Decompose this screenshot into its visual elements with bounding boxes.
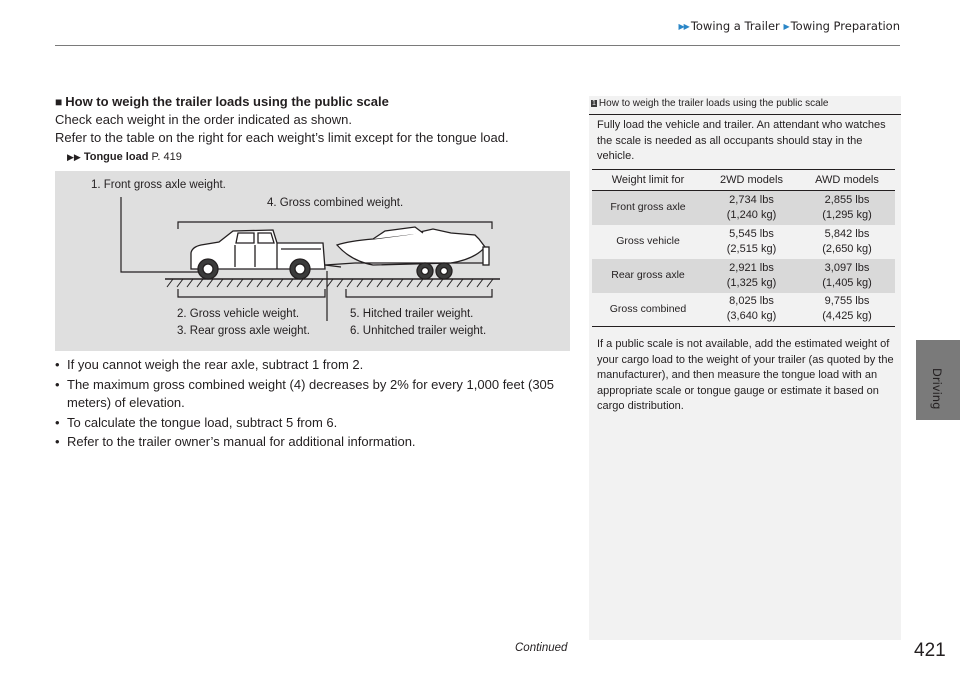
sidebar-title-text: How to weigh the trailer loads using the public scale (598, 98, 829, 109)
column-header: Weight limit for (592, 170, 704, 191)
continued-label: Continued (515, 642, 568, 654)
reference-arrow-icon: ▶▶ (67, 152, 81, 162)
label-hitched-trailer: 5. Hitched trailer weight. (350, 308, 474, 320)
main-content (55, 93, 575, 163)
table-cell: 2,855 lbs (1,295 kg) (799, 191, 895, 225)
label-unhitched-trailer: 6. Unhitched trailer weight. (350, 325, 487, 337)
section-heading-text: How to weigh the trailer loads using the public scale (65, 94, 389, 109)
sidebar-title (589, 96, 901, 115)
weight-limit-table (592, 169, 895, 327)
chapter-label: Driving (930, 368, 944, 410)
table-cell: 9,755 lbs (4,425 kg) (799, 293, 895, 327)
row-label: Front gross axle (592, 191, 704, 225)
note-icon: 1 (592, 100, 596, 107)
label-front-gross-axle: 1. Front gross axle weight. (91, 179, 226, 191)
bullet-list (55, 356, 575, 453)
label-gross-combined: 4. Gross combined weight. (267, 197, 404, 209)
table-row (592, 293, 895, 327)
column-header: 2WD models (704, 170, 799, 191)
column-header: AWD models (799, 170, 895, 191)
notes-sidebar (589, 96, 901, 640)
table-row (592, 225, 895, 259)
list-item: • To calculate the tongue load, subtract 5 from 6. (55, 414, 575, 433)
row-label: Gross vehicle (616, 235, 680, 247)
table-cell: 2,734 lbs (1,240 kg) (704, 191, 799, 225)
label-gross-vehicle: 2. Gross vehicle weight. (177, 308, 300, 320)
arrow-icon: ▶ (783, 22, 789, 31)
list-item: • If you cannot weigh the rear axle, subtract 1 from 2. (55, 356, 575, 375)
page-number: 421 (914, 640, 946, 661)
intro-line-1: Check each weight in the order indicated as shown. (55, 112, 353, 127)
section-heading (55, 93, 575, 111)
table-row (592, 191, 895, 225)
list-item: • The maximum gross combined weight (4) decreases by 2% for every 1,000 feet (305 meters) of elevation. (55, 376, 575, 413)
header-rule (55, 45, 900, 46)
sidebar-paragraph-2: If a public scale is not available, add the estimated weight of your cargo load to the weight of your trailer (as quoted by the manufacturer), and then measure the tongue load with an appropriate scale or tongue gauge or estimate it based on cargo distribution. (597, 338, 894, 412)
table-cell: 2,921 lbs (1,325 kg) (704, 259, 799, 293)
row-label: Rear gross axle (592, 259, 704, 293)
table-row (592, 259, 895, 293)
breadcrumb-towing-preparation[interactable]: Towing Preparation (790, 19, 900, 33)
table-cell: 5,842 lbs (2,650 kg) (822, 227, 872, 255)
row-label: Gross combined (592, 293, 704, 327)
xref-label[interactable]: Tongue load (83, 151, 149, 163)
xref-page[interactable]: P. 419 (151, 151, 182, 163)
table-cell: 8,025 lbs (3,640 kg) (704, 293, 799, 327)
label-rear-gross-axle: 3. Rear gross axle weight. (177, 325, 310, 337)
square-bullet-icon: ■ (55, 95, 63, 109)
intro-line-2: Refer to the table on the right for each weight’s limit except for the tongue load. (55, 130, 509, 145)
table-header-row (592, 170, 895, 191)
weighing-diagram (55, 171, 570, 351)
table-cell: 5,545 lbs (2,515 kg) (726, 227, 777, 255)
sidebar-paragraph-1: Fully load the vehicle and trailer. An attendant who watches the scale is needed as all occupants should stay in the vehicle. (597, 119, 886, 162)
cross-reference[interactable] (67, 151, 575, 163)
breadcrumb (679, 19, 900, 33)
list-item: • Refer to the trailer owner’s manual for additional information. (55, 433, 575, 452)
breadcrumb-towing-a-trailer[interactable]: Towing a Trailer (690, 19, 780, 33)
double-arrow-icon: ▶▶ (678, 22, 689, 31)
table-cell: 3,097 lbs (1,405 kg) (799, 259, 895, 293)
